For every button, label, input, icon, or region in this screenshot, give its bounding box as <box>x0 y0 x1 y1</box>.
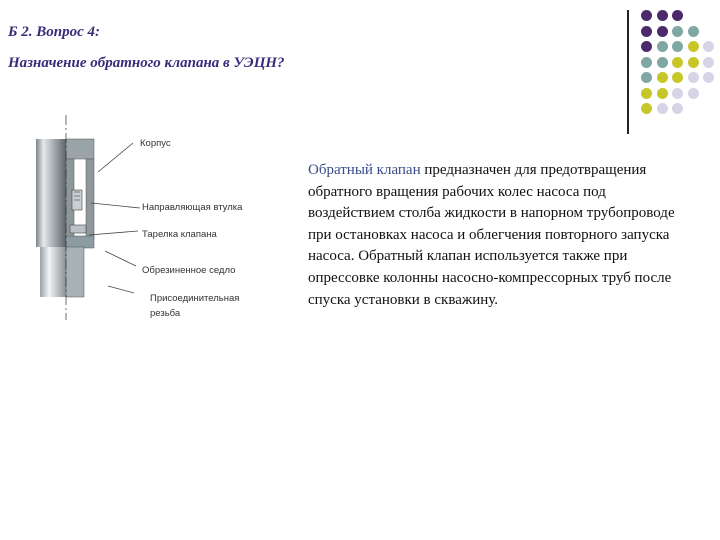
decor-dot <box>688 26 699 37</box>
description-body: предназначен для предотвращения обратного вращения рабочих колес насоса под воздействием столба жидкости в напорном трубопроводе при остановках насоса и облегчения повторного запуска насоса. Обратный клапан используется также при опрессовке колонны насосно-компрессорных труб после спуска установки в скважину. <box>308 162 675 308</box>
decor-dot <box>703 72 714 83</box>
decor-dot <box>703 41 714 52</box>
decor-dot <box>657 26 668 37</box>
label-rubber-seat: Обрезиненное седло <box>142 265 236 276</box>
decor-dot <box>672 26 683 37</box>
leader-korpus <box>98 143 133 172</box>
decor-dot <box>703 57 714 68</box>
decor-dot <box>641 26 652 37</box>
decor-dot <box>672 103 683 114</box>
leader-tarelka <box>89 231 138 235</box>
decor-dot <box>657 10 668 21</box>
decor-dot <box>657 57 668 68</box>
valve-disc <box>70 225 86 233</box>
decor-dot <box>641 103 652 114</box>
decor-dot <box>641 41 652 52</box>
label-thread-line1: Присоединительная <box>150 293 240 304</box>
decor-dot <box>672 72 683 83</box>
decor-dot <box>672 57 683 68</box>
label-valve-disc: Тарелка клапана <box>142 229 217 240</box>
description-paragraph <box>308 160 688 311</box>
decor-dot <box>657 88 668 99</box>
decor-dot <box>641 88 652 99</box>
decor-dot <box>688 41 699 52</box>
decor-dot-grid <box>641 10 717 120</box>
decor-dot <box>672 41 683 52</box>
decor-dot <box>672 88 683 99</box>
valve-body-main <box>36 167 66 247</box>
decor-dot <box>688 72 699 83</box>
decor-dot <box>641 57 652 68</box>
leader-vtulka <box>91 203 140 208</box>
label-thread-line2: резьба <box>150 308 181 319</box>
decor-dot <box>641 10 652 21</box>
rubber-seat <box>66 236 94 248</box>
slide-title-line1: Б 2. Вопрос 4: <box>8 24 101 40</box>
leader-rezba <box>108 286 134 293</box>
valve-body-top <box>36 139 66 167</box>
body-wall-right <box>86 159 94 239</box>
decor-dot <box>657 41 668 52</box>
decor-dot <box>641 72 652 83</box>
check-valve-diagram <box>0 0 300 360</box>
slide-title-line2: Назначение обратного клапана в УЭЦН? <box>8 55 285 71</box>
decor-dot <box>688 57 699 68</box>
decor-dot <box>688 88 699 99</box>
label-korpus: Корпус <box>140 138 171 149</box>
thread-part <box>40 247 66 297</box>
decor-dot <box>672 10 683 21</box>
label-guide-bushing: Направляющая втулка <box>142 202 243 213</box>
decor-dot <box>657 72 668 83</box>
term-highlight: Обратный клапан <box>308 162 421 178</box>
decor-divider-line <box>627 10 629 134</box>
body-section <box>66 139 94 159</box>
leader-sedlo <box>105 251 136 266</box>
decor-dot <box>657 103 668 114</box>
